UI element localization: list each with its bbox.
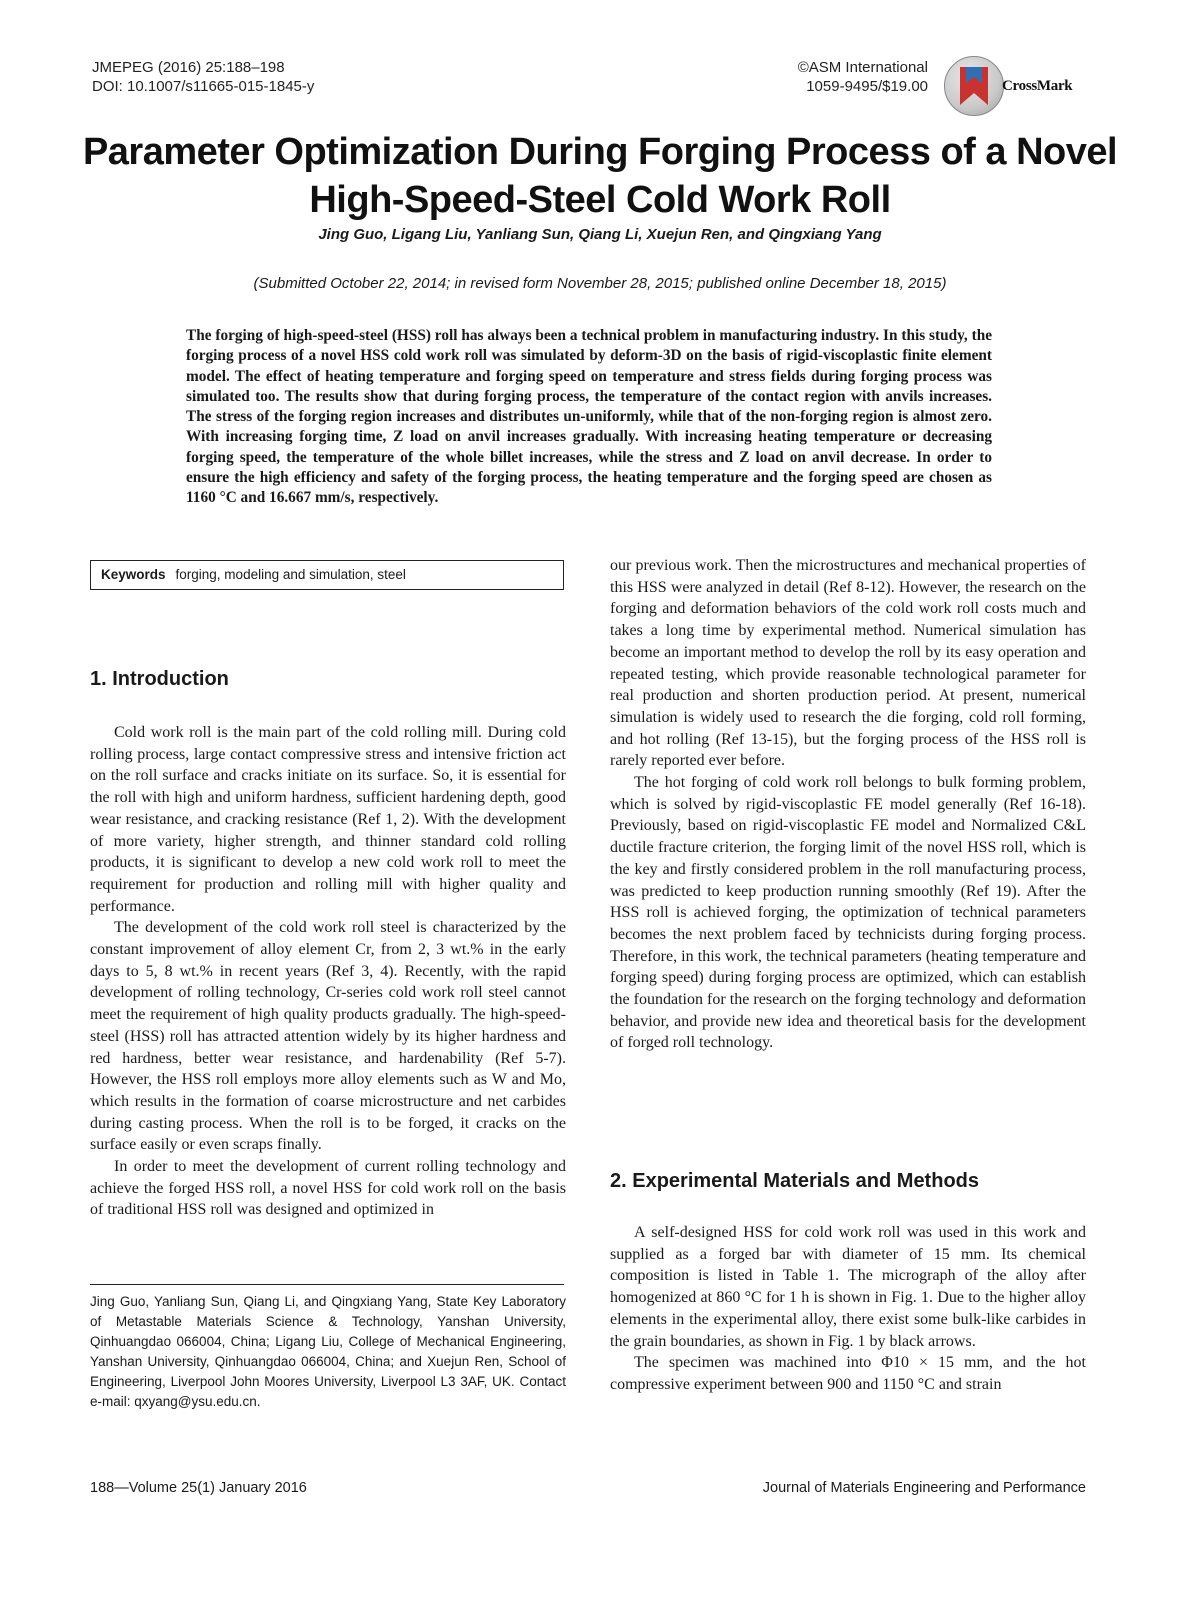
methods-column <box>610 1222 1086 1396</box>
publisher-header <box>798 58 928 96</box>
keywords-label: Keywords <box>101 567 166 582</box>
methods-paragraph-2: The specimen was machined into Φ10 × 15 mm, and the hot compressive experiment between 900 and 1150 °C and strain <box>610 1354 1086 1393</box>
left-column <box>90 722 566 1221</box>
issn-price: 1059-9495/$19.00 <box>806 78 928 95</box>
author-affiliations-footnote: Jing Guo, Yanliang Sun, Qiang Li, and Qingxiang Yang, State Key Laboratory of Metastable Materials Science & Technology, Yanshan University, Qinhuangdao 066004, China; Ligang Liu, College of Mechanical Engineering, Yanshan University, Qinhuangdao 066004, China; and Xuejun Ren, School of Engineering, Liverpool John Moores University, Liverpool L3 3AF, UK. Contact e-mail: qxyang@ysu.edu.cn. <box>90 1294 566 1409</box>
intro-paragraph-2: The development of the cold work roll steel is characterized by the constant improvement of alloy element Cr, from 2, 3 wt.% in the early days to 5, 8 wt.% in recent years (Ref 3, 4). Recently, with the rapid development of rolling technology, Cr-series cold work roll steel cannot meet the requirement of high quality products gradually. The high-speed-steel (HSS) roll has attracted attention widely by its higher hardness and red hardness, better wear resistance, and hardenability (Ref 5-7). However, the HSS roll employs more alloy elements such as W and Mo, which results in the formation of coarse microstructure and net carbides during casting process. When the roll is to be forged, it cracks on the surface easily or even scraps finally. <box>90 919 566 1154</box>
publisher-name: ©ASM International <box>797 59 928 76</box>
intro-paragraph-1: Cold work roll is the main part of the cold rolling mill. During cold rolling process, large contact compressive stress and intensive friction act on the roll surface and cracks initiate on its surface. So, it is essential for the roll with high and uniform hardness, sufficient hardening depth, good wear resistance, and cracking resistance (Ref 1, 2). With the development of more variety, higher strength, and thinner standard cold rolling products, it is significant to develop a new cold work roll to meet the requirement for production and rolling mill with higher quality and performance. <box>90 724 566 915</box>
keywords-value: forging, modeling and simulation, steel <box>175 567 406 582</box>
section-heading-introduction: 1. Introduction <box>90 668 229 690</box>
author-list: Jing Guo, Ligang Liu, Yanliang Sun, Qiang Li, Xuejun Ren, and Qingxiang Yang <box>318 226 882 243</box>
methods-paragraph-1: A self-designed HSS for cold work roll was used in this work and supplied as a forged bar with diameter of 15 mm. Its chemical composition is listed in Table 1. The micrograph of the alloy after homogenized at 860 °C for 1 h is shown in Fig. 1. Due to the higher alloy elements in the experimental alloy, there exist some bulk-like carbides in the grain boundaries, as shown in Fig. 1 by black arrows. <box>610 1224 1086 1350</box>
keywords-box <box>90 560 564 590</box>
section-heading-methods: 2. Experimental Materials and Methods <box>610 1170 979 1192</box>
abstract: The forging of high-speed-steel (HSS) roll has always been a technical problem in manufacturing industry. In this study, the forging process of a novel HSS cold work roll was simulated by deform-3D on the basis of rigid-viscoplastic finite element model. The effect of heating temperature and forging speed on temperature and stress fields during forging process was simulated too. The results show that during forging process, the temperature of the contact region with anvils increases. The stress of the forging region increases and distributes un-uniformly, while that of the non-forging region is almost zero. With increasing forging time, Z load on anvil increases gradually. With increasing heating temperature or decreasing forging speed, the temperature of the whole billet increases, while the stress and Z load on anvil decrease. In order to ensure the high efficiency and safety of the forging process, the heating temperature and the forging speed are chosen as 1160 °C and 16.667 mm/s, respectively. <box>186 327 992 507</box>
intro-paragraph-3: In order to meet the development of current rolling technology and achieve the forged HSS roll, a novel HSS for cold work roll on the basis of traditional HSS roll was designed and optimized in <box>90 1158 566 1219</box>
footer-page-info: 188—Volume 25(1) January 2016 <box>90 1480 307 1496</box>
intro-paragraph-4: our previous work. Then the microstructures and mechanical properties of this HSS were analyzed in detail (Ref 8-12). However, the research on the forging and deformation behaviors of the cold work roll costs much and takes a long time by experimental method. Numerical simulation has become an important method to develop the roll by its easy operation and repeated testing, which provide reasonable technological parameter for real production and shorten production period. At present, numerical simulation is widely used to research the die forging, cold roll forming, and hot rolling (Ref 13-15), but the forging process of the HSS roll is rarely reported ever before. <box>610 557 1086 770</box>
journal-citation: JMEPEG (2016) 25:188–198 <box>92 59 285 76</box>
intro-paragraph-5: The hot forging of cold work roll belongs to bulk forming problem, which is solved by rigid-viscoplastic FE model generally (Ref 16-18). Previously, based on rigid-viscoplastic FE model and Normalized C&L ductile fracture criterion, the forging limit of the novel HSS roll, which is the key and firstly considered problem in the roll manufacturing process, was predicted to keep production running smoothly (Ref 19). After the HSS roll is achieved forging, the optimization of technical parameters becomes the next problem faced by technicists during forging process. Therefore, in this work, the technical parameters (heating temperature and forging speed) during forging process are optimized, which can establish the foundation for the research on the forging technology and deformation behavior, and provide new idea and theoretical basis for the development of forged roll technology. <box>610 774 1086 1052</box>
submission-dates: (Submitted October 22, 2014; in revised form November 28, 2015; published online December 18, 2015) <box>253 275 947 292</box>
right-column <box>610 555 1086 1054</box>
crossmark-label: CrossMark <box>1002 78 1073 94</box>
footer-journal-name: Journal of Materials Engineering and Performance <box>762 1480 1086 1496</box>
footnote-divider <box>90 1284 564 1285</box>
article-title: Parameter Optimization During Forging Process of a Novel High-Speed-Steel Cold Work Roll <box>82 131 1118 221</box>
crossmark-logo-icon <box>944 56 1004 116</box>
journal-header <box>92 58 314 96</box>
crossmark-badge[interactable] <box>944 56 1104 116</box>
doi-link[interactable]: DOI: 10.1007/s11665-015-1845-y <box>92 78 315 95</box>
